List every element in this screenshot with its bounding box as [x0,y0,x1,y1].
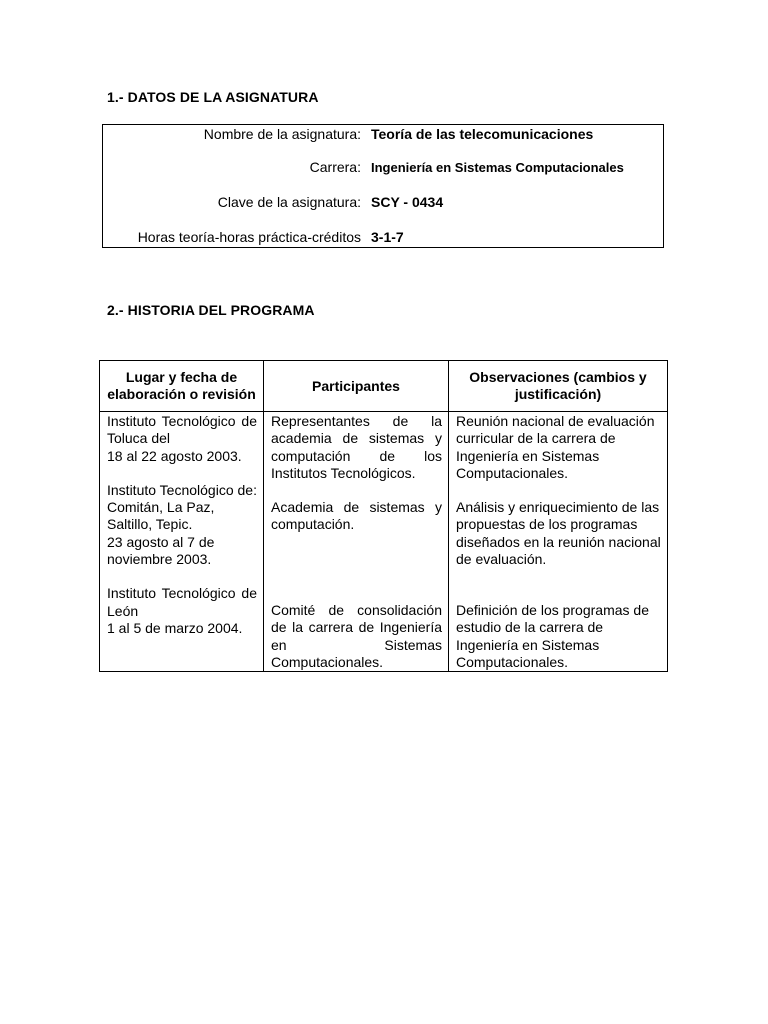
field-value: SCY - 0434 [371,194,444,210]
program-history-table [99,360,668,672]
table-header-row [100,361,668,412]
field-row-subject-code [103,194,663,214]
date-line: 23 agosto al 7 de noviembre 2003. [107,533,215,568]
list-item [107,585,257,637]
date-line: 18 al 22 agosto 2003. [107,447,242,464]
field-row-hours-credits [103,229,663,249]
observations-text: Reunión nacional de evaluación curricular de la carrera de Ingeniería en Sistemas Computacionales. [456,413,655,481]
list-item [271,413,442,482]
participants-cell [264,412,449,672]
observations-cell [449,412,668,672]
list-item [456,413,661,482]
table-row [100,412,668,672]
list-item [456,602,661,671]
field-value: Teoría de las telecomunicaciones [371,126,594,142]
list-item [107,413,257,465]
place-date-cell [100,412,264,672]
column-header-participants: Participantes [264,361,449,412]
list-item [271,499,442,585]
subject-data-box [102,124,664,248]
participants-text: Comité de consolidación de la carrera de Ingeniería en Sistemas Computacionales. [271,602,442,671]
list-item [107,482,257,568]
field-value: 3-1-7 [371,229,404,245]
field-row-career [103,159,663,179]
field-label: Nombre de la asignatura: [203,126,361,142]
place-line: Instituto Tecnológico de León [107,585,257,619]
list-item [271,602,442,671]
field-label: Clave de la asignatura: [217,194,361,210]
section-1-heading: 1.- DATOS DE LA ASIGNATURA [107,89,319,105]
place-line: Instituto Tecnológico de Toluca del [107,413,257,447]
field-label: Horas teoría-horas práctica-créditos [137,229,361,245]
column-header-observations: Observaciones (cambios y justificación) [449,361,668,412]
list-item [456,499,661,585]
observations-text: Análisis y enriquecimiento de las propuestas de los programas diseñados en la reunión nacional de evaluación. [456,499,661,568]
participants-text: Representantes de la academia de sistemas y computación de los Institutos Tecnológicos. [271,413,442,481]
date-line: 1 al 5 de marzo 2004. [107,619,243,636]
observations-text: Definición de los programas de estudio de la carrera de Ingeniería en Sistemas Computacionales. [456,602,649,671]
column-header-place-date: Lugar y fecha de elaboración o revisión [100,361,264,412]
place-line: Comitán, La Paz, Saltillo, Tepic. [107,499,215,533]
participants-text: Academia de sistemas y computación. [271,499,442,533]
field-row-subject-name [103,126,663,146]
section-2-heading: 2.- HISTORIA DEL PROGRAMA [107,302,315,318]
field-value: Ingeniería en Sistemas Computacionales [371,160,624,175]
place-line: Instituto Tecnológico de: [107,481,257,498]
field-label: Carrera: [309,159,361,175]
